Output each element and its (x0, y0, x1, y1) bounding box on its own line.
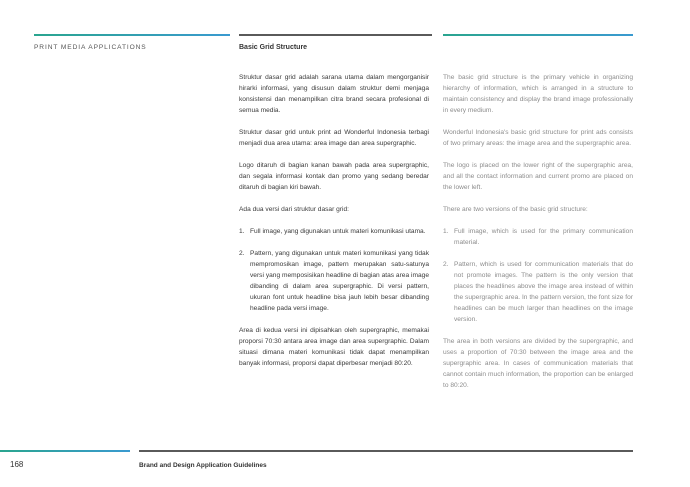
id-paragraph-5: Area di kedua versi ini dipisahkan oleh supergraphic, memakai proporsi 70:30 antara area image dan area supergraphic. Dalam situasi dimana materi komunikasi tidak dapat menampilkan banyak informasi, proporsi dapat diperbesar menjadi 80:20. (239, 327, 429, 367)
id-list-text-2: Pattern, yang digunakan untuk materi komunikasi yang tidak mempromosikan image, pattern merupakan satu-satunya versi yang memposisikan headline di bagian atas area image dibanding di dalam area supergraphic. Di versi pattern, ukuran font untuk headline bisa jauh lebih besar dibanding headline pada versi image. (250, 250, 429, 312)
page-title: Basic Grid Structure (239, 44, 308, 51)
footer-title: Brand and Design Application Guidelines (139, 462, 267, 469)
en-list-text-2: Pattern, which is used for communication materials that do not promote images. The pattern is the only version that places the headlines above the image area instead of within the supergraphic area. In the pattern version, the font size for headlines can be much larger than headlines on the image version. (454, 261, 633, 323)
en-paragraph-2: Wonderful Indonesia's basic grid structure for print ads consists of two primary areas: the image area and the supergraphic area. (443, 129, 633, 147)
id-list-text-1: Full image, yang digunakan untuk materi komunikasi utama. (250, 228, 426, 235)
id-list-number-1: 1. (239, 228, 245, 235)
english-column (443, 72, 633, 391)
page-number: 168 (10, 460, 24, 469)
header-rule-middle (239, 34, 432, 36)
id-paragraph-4: Ada dua versi dari struktur dasar grid: (239, 206, 349, 213)
header-rule-right (443, 34, 633, 36)
en-paragraph-5: The area in both versions are divided by the supergraphic, and uses a proportion of 70:30 between the image area and the supergraphic area. In cases of communication materials that cannot contain much information, the proportion can be enlarged to 80:20. (443, 338, 633, 389)
id-paragraph-1: Struktur dasar grid adalah sarana utama dalam mengorganisir hirarki informasi, yang disusun dalam struktur demi menjaga konsistensi dan menampilkan citra brand secara profesional di semua media. (239, 74, 429, 114)
en-list-number-2: 2. (443, 261, 449, 268)
header-rule-left (34, 34, 230, 36)
indonesian-column (239, 72, 429, 369)
footer-rule-right (139, 450, 633, 452)
en-list-text-1: Full image, which is used for the primary communication material. (454, 228, 633, 246)
id-list-item-2 (239, 248, 429, 314)
section-label: PRINT MEDIA APPLICATIONS (34, 44, 147, 51)
id-paragraph-2: Struktur dasar grid untuk print ad Wonderful Indonesia terbagi menjadi dua area utama: area image dan area supergraphic. (239, 129, 429, 147)
footer-rule-left (0, 450, 130, 452)
en-list-item-1 (443, 226, 633, 248)
id-list-item-1 (239, 226, 429, 237)
en-list-number-1: 1. (443, 228, 449, 235)
en-paragraph-4: There are two versions of the basic grid structure: (443, 206, 588, 213)
en-paragraph-1: The basic grid structure is the primary vehicle in organizing hierarchy of information, which is arranged in a structure to maintain consistency and display the brand image professionally in every medium. (443, 74, 633, 114)
en-paragraph-3: The logo is placed on the lower right of the supergraphic area, and all the contact information and current promo are placed on the lower left. (443, 162, 633, 191)
en-list-item-2 (443, 259, 633, 325)
id-paragraph-3: Logo ditaruh di bagian kanan bawah pada area supergraphic, dan segala informasi kontak dan promo yang sedang beredar ditaruh di bagian kiri bawah. (239, 162, 429, 191)
id-list-number-2: 2. (239, 250, 245, 257)
